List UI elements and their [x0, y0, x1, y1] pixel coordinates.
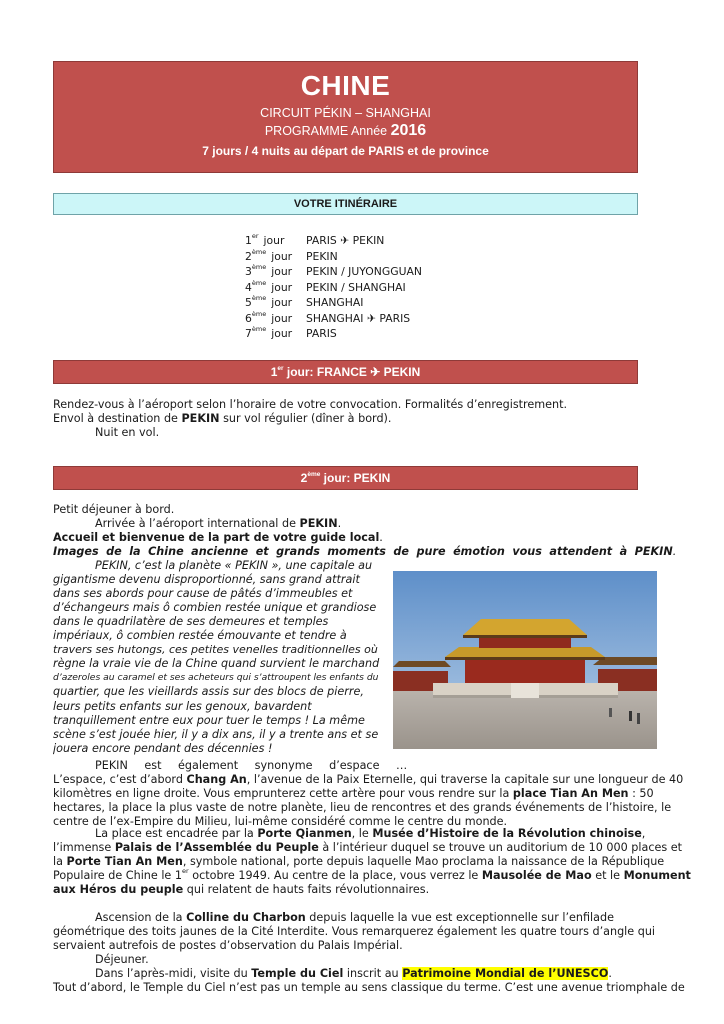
- bold-text: Monument: [623, 869, 691, 882]
- day2-heading: [53, 466, 638, 490]
- day-number: 7: [245, 327, 252, 340]
- itinerary-heading: VOTRE ITINÉRAIRE: [53, 193, 638, 215]
- day1-paragraph-1: Rendez-vous à l’aéroport selon l’horaire de votre convocation. Formalités d’enregistrement.: [53, 398, 568, 411]
- itinerary-day: [245, 234, 315, 247]
- body-line: [53, 883, 429, 897]
- day2-num: 2: [300, 471, 308, 485]
- day1-paragraph-2: [53, 412, 391, 426]
- forbidden-city-photo: [393, 571, 657, 749]
- day-number: 5: [245, 296, 252, 309]
- text: et le: [591, 869, 624, 882]
- day2-line: [53, 531, 383, 545]
- day1-sup: er: [277, 365, 284, 372]
- bold-text: Temple du Ciel: [251, 967, 344, 980]
- italic-line: d’échangeurs mais ô combien restée unique et grandiose: [53, 601, 377, 615]
- duration-line: 7 jours / 4 nuits au départ de PARIS et de province: [202, 144, 489, 158]
- body-line: Déjeuner.: [95, 953, 149, 966]
- itinerary-route: SHANGHAI ✈ PARIS: [306, 311, 411, 325]
- body-line: centre de l’ex-Empire du Milieu, lui-même considéré comme le centre du monde.: [53, 815, 508, 828]
- text: à l’intérieur duquel se trouve un auditorium de 10 000 places et: [318, 841, 683, 854]
- programme-line: [54, 122, 637, 140]
- bold-text: Musée d’Histoire de la Révolution chinoise: [372, 827, 642, 840]
- day-word: jour: [271, 280, 293, 294]
- day-word: jour: [271, 249, 293, 263]
- day-suffix: ème: [251, 263, 267, 272]
- text: : 50: [628, 787, 654, 800]
- text: Envol à destination de: [53, 412, 182, 425]
- body-line: [53, 841, 682, 855]
- body-line: [53, 787, 654, 801]
- bold-text: Palais de l’Assemblée du Peuple: [114, 841, 319, 854]
- text: .: [379, 531, 383, 544]
- bold-text: Accueil et bienvenue de la part de votre guide local: [53, 531, 380, 544]
- itinerary-day: [245, 265, 315, 278]
- body-line: [95, 827, 645, 841]
- text: La place est encadrée par la: [95, 827, 258, 840]
- day-suffix: ème: [251, 278, 267, 287]
- text: ,: [641, 827, 646, 840]
- palace-image: [393, 571, 657, 749]
- itinerary-route: PEKIN / SHANGHAI: [306, 280, 406, 294]
- bold-text: PEKIN: [181, 412, 220, 425]
- text: inscrit au: [343, 967, 403, 980]
- body-line: géométrique des toits jaunes de la Cité Interdite. Vous remarquerez également les quatre tours d’angle qui: [53, 925, 656, 938]
- body-line: servaient autrefois de postes d’observation du Palais Impérial.: [53, 939, 403, 952]
- page-title: CHINE: [300, 70, 391, 101]
- bold-text: aux Héros du peuple: [53, 883, 184, 896]
- day-number: 6: [245, 311, 252, 325]
- text: .: [337, 517, 342, 530]
- day-number: 1: [245, 234, 252, 247]
- bold-text: Chang An: [186, 773, 247, 786]
- body-line: Tout d’abord, le Temple du Ciel n’est pas un temple au sens classique du terme. C’est une avenue triomphale de: [53, 981, 685, 994]
- text: .: [672, 545, 677, 558]
- text: qui relatent de hauts faits révolutionnaires.: [183, 883, 430, 896]
- body-line: [53, 855, 664, 869]
- itinerary-day: [245, 278, 315, 294]
- body-line: [95, 967, 612, 981]
- day-suffix: ème: [251, 309, 267, 318]
- day2-sup: ème: [307, 471, 321, 478]
- day-suffix: ème: [251, 325, 267, 334]
- text: Populaire de Chine le 1: [53, 869, 182, 882]
- itinerary-route: PARIS ✈ PEKIN: [306, 234, 385, 247]
- day1-num: 1: [270, 365, 278, 379]
- bold-text: Porte Tian An Men: [66, 855, 183, 868]
- bold-text: PEKIN: [299, 517, 338, 530]
- italic-line: scène s’est jouée hier, il y a dix ans, il y a trente ans et se: [53, 727, 379, 741]
- day1-heading: [53, 360, 638, 384]
- italic-line: leurs petits enfants sur les genoux, bavardent: [53, 699, 312, 713]
- day-suffix: er: [251, 232, 259, 241]
- italic-line: règne la vraie vie de la Chine quand survient le marchand: [53, 657, 380, 671]
- italic-line: d’azeroles au caramel et ses acheteurs qui s’attroupent les enfants du: [53, 672, 379, 684]
- unesco-highlight: Patrimoine Mondial de l’UNESCO: [402, 967, 609, 980]
- itinerary-route: PEKIN: [306, 249, 338, 263]
- text: , symbole national, porte depuis laquelle Mao proclama la naissance de la République: [182, 855, 665, 868]
- day-word: jour: [271, 265, 293, 278]
- itinerary-route: SHANGHAI: [306, 296, 364, 309]
- italic-line: dans ses abords pour cause de pâtés d’immeubles et: [53, 587, 353, 601]
- text: Ascension de la: [95, 911, 187, 924]
- italic-line: tranquillement entre eux pour tuer le temps ! La même: [53, 713, 365, 727]
- itinerary-day: [245, 247, 315, 263]
- text: octobre 1949. Au centre de la place, vous verrez le: [188, 869, 482, 882]
- italic-line: jouera encore pendant des décennies !: [53, 741, 273, 755]
- text: Arrivée à l’aéroport international de: [95, 517, 300, 530]
- text: sur vol régulier (dîner à bord).: [219, 412, 392, 425]
- text: l’immense: [53, 841, 115, 854]
- day-number: 2: [245, 249, 252, 263]
- bold-italic-text: Images de la Chine ancienne et grands moments de pure émotion vous attendent à PEKIN: [53, 545, 673, 558]
- bold-text: Mausolée de Mao: [481, 869, 592, 882]
- bold-text: Colline du Charbon: [186, 911, 306, 924]
- circuit-name: CIRCUIT PÉKIN – SHANGHAI: [260, 106, 431, 120]
- italic-line: impériaux, ô combien restée émouvante et tendre à: [53, 629, 347, 643]
- day-number: 3: [245, 265, 252, 278]
- day1-paragraph-3: Nuit en vol.: [95, 426, 160, 439]
- body-line: [95, 911, 614, 925]
- programme-year: 2016: [390, 122, 427, 139]
- italic-line: dans le quadrilatère de ses demeures et temples: [53, 615, 329, 629]
- day-word: jour: [271, 296, 293, 309]
- day-word: jour: [271, 311, 293, 325]
- day2-line: [53, 545, 677, 559]
- italic-line: PEKIN, c’est la planète « PEKIN », une capitale au: [95, 559, 373, 572]
- text: , l’avenue de la Paix Eternelle, qui traverse la capitale sur une longueur de 40: [246, 773, 684, 786]
- text: L’espace, c’est d’abord: [53, 773, 187, 786]
- itinerary-route: PEKIN / JUYONGGUAN: [306, 265, 422, 278]
- bold-text: Porte Qianmen: [257, 827, 352, 840]
- text: , le: [351, 827, 373, 840]
- itinerary-day: [245, 327, 315, 340]
- text: la: [53, 855, 67, 868]
- day-number: 4: [245, 280, 252, 294]
- bold-text: place Tian An Men: [512, 787, 629, 800]
- text: depuis laquelle la vue est exceptionnelle sur l’enfilade: [305, 911, 614, 924]
- superscript: er: [182, 867, 189, 876]
- day2-line: Petit déjeuner à bord.: [53, 503, 175, 516]
- itinerary-day: [245, 309, 315, 325]
- text: Dans l’après-midi, visite du: [95, 967, 252, 980]
- header-banner: [53, 61, 638, 173]
- day1-heading-text: jour: FRANCE ✈ PEKIN: [283, 365, 421, 379]
- text: kilomètres en ligne droite. Vous emprunterez cette artère pour vous rendre sur la: [53, 787, 513, 800]
- day2-heading-text: jour: PEKIN: [320, 471, 391, 485]
- italic-line: gigantisme devenu disproportionné, sans grand attrait: [53, 573, 360, 587]
- espace-line: PEKIN est également synonyme d’espace …: [95, 759, 408, 772]
- body-line: [53, 869, 691, 883]
- day-suffix: ème: [251, 294, 267, 303]
- day2-line: [95, 517, 341, 531]
- day-word: jour: [263, 234, 285, 247]
- italic-line: travers ses hutongs, ces petites venelles traditionnelles où: [53, 643, 378, 657]
- day-suffix: ème: [251, 247, 267, 256]
- programme-label: PROGRAMME Année: [264, 124, 388, 138]
- itinerary-day: [245, 296, 315, 309]
- italic-line: quartier, que les vieillards assis sur des blocs de pierre,: [53, 685, 364, 699]
- itinerary-route: PARIS: [306, 327, 337, 340]
- body-line: [53, 773, 683, 787]
- text: .: [608, 967, 612, 980]
- day-word: jour: [271, 327, 293, 340]
- body-line: hectares, la place la plus vaste de notre planète, lieu de rencontres et des grands événements de l’histoire, le: [53, 801, 672, 814]
